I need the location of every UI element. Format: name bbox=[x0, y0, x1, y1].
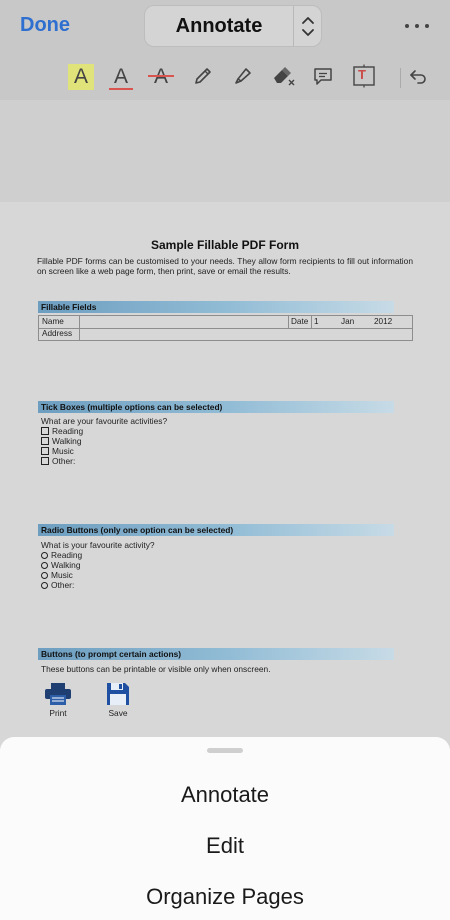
checkbox-walking[interactable]: Walking bbox=[41, 436, 81, 446]
sheet-option-edit[interactable]: Edit bbox=[206, 833, 244, 858]
done-button[interactable]: Done bbox=[20, 14, 70, 36]
checkbox-icon bbox=[41, 457, 49, 465]
text-box-glyph: T bbox=[358, 67, 366, 82]
date-day-field[interactable]: 1 bbox=[314, 317, 319, 326]
name-field[interactable] bbox=[80, 316, 287, 327]
underline-icon: A bbox=[113, 64, 128, 88]
section-tick-boxes: Tick Boxes (multiple options can be selected) bbox=[38, 401, 394, 413]
checkbox-icon bbox=[41, 437, 49, 445]
save-label: Save bbox=[108, 708, 128, 718]
undo-icon bbox=[407, 65, 429, 87]
comment-tool[interactable] bbox=[308, 58, 338, 94]
checkbox-music[interactable]: Music bbox=[41, 446, 74, 456]
radio-icon bbox=[41, 572, 48, 579]
buttons-description: These buttons can be printable or visible only when onscreen. bbox=[41, 664, 271, 674]
highlighter-pen-tool[interactable] bbox=[228, 58, 258, 94]
comment-icon bbox=[312, 65, 334, 87]
date-year-field[interactable]: 2012 bbox=[374, 317, 393, 326]
pen-tool[interactable] bbox=[188, 58, 218, 94]
undo-button[interactable] bbox=[403, 58, 433, 94]
highlight-tool[interactable] bbox=[66, 58, 96, 94]
pdf-intro-text: Fillable PDF forms can be customised to your needs. They allow form recipients to fill out information on screen like a web page form, then print, save or email the results. bbox=[37, 256, 413, 276]
save-button[interactable] bbox=[106, 682, 130, 711]
printer-icon bbox=[43, 682, 73, 706]
underline-mark bbox=[109, 88, 133, 90]
date-month-field[interactable]: Jan bbox=[341, 317, 355, 326]
chevron-up-down-icon[interactable] bbox=[295, 6, 321, 46]
radio-question: What is your favourite activity? bbox=[41, 540, 155, 550]
strikethrough-tool[interactable] bbox=[146, 58, 176, 94]
checkbox-icon bbox=[41, 447, 49, 455]
address-row bbox=[39, 328, 412, 340]
section-buttons: Buttons (to prompt certain actions) bbox=[38, 648, 394, 660]
print-label: Print bbox=[49, 708, 67, 718]
checkbox-reading[interactable]: Reading bbox=[41, 426, 83, 436]
eraser-tool[interactable] bbox=[268, 58, 298, 94]
mode-divider bbox=[293, 6, 294, 46]
name-label: Name bbox=[42, 317, 64, 326]
radio-other[interactable]: Other: bbox=[41, 580, 74, 590]
address-label: Address bbox=[42, 329, 73, 338]
radio-icon bbox=[41, 552, 48, 559]
highlighter-icon bbox=[232, 65, 254, 87]
fillable-fields-table bbox=[38, 315, 413, 341]
print-button[interactable] bbox=[43, 682, 73, 711]
eraser-icon bbox=[270, 65, 296, 87]
radio-music[interactable]: Music bbox=[41, 570, 73, 580]
radio-walking[interactable]: Walking bbox=[41, 560, 80, 570]
text-box-tool[interactable] bbox=[349, 58, 379, 94]
radio-reading[interactable]: Reading bbox=[41, 550, 82, 560]
sheet-option-organize-pages[interactable]: Organize Pages bbox=[146, 884, 304, 909]
sheet-option-annotate[interactable]: Annotate bbox=[180, 782, 270, 807]
toolbar-separator bbox=[400, 68, 401, 88]
sheet-grabber-handle[interactable] bbox=[207, 748, 243, 753]
mode-bottom-sheet bbox=[0, 737, 450, 920]
section-fillable-fields: Fillable Fields bbox=[38, 301, 394, 313]
annotation-toolbar bbox=[0, 58, 450, 98]
more-options-icon[interactable] bbox=[398, 8, 436, 42]
section-radio-buttons: Radio Buttons (only one option can be selected) bbox=[38, 524, 394, 536]
tick-question: What are your favourite activities? bbox=[41, 416, 168, 426]
pdf-title: Sample Fillable PDF Form bbox=[150, 238, 300, 252]
mode-selector[interactable] bbox=[144, 5, 322, 47]
address-field[interactable] bbox=[80, 328, 410, 339]
mode-title: Annotate bbox=[175, 15, 263, 37]
pen-icon bbox=[192, 65, 214, 87]
radio-icon bbox=[41, 562, 48, 569]
floppy-disk-icon bbox=[106, 682, 130, 706]
pdf-page bbox=[0, 202, 450, 762]
checkbox-other[interactable]: Other: bbox=[41, 456, 75, 466]
date-label: Date bbox=[291, 317, 309, 326]
underline-tool[interactable] bbox=[106, 58, 136, 94]
radio-icon bbox=[41, 582, 48, 589]
checkbox-icon bbox=[41, 427, 49, 435]
top-bar bbox=[0, 0, 450, 100]
highlight-icon: A bbox=[73, 64, 88, 88]
strike-mark bbox=[148, 75, 174, 77]
